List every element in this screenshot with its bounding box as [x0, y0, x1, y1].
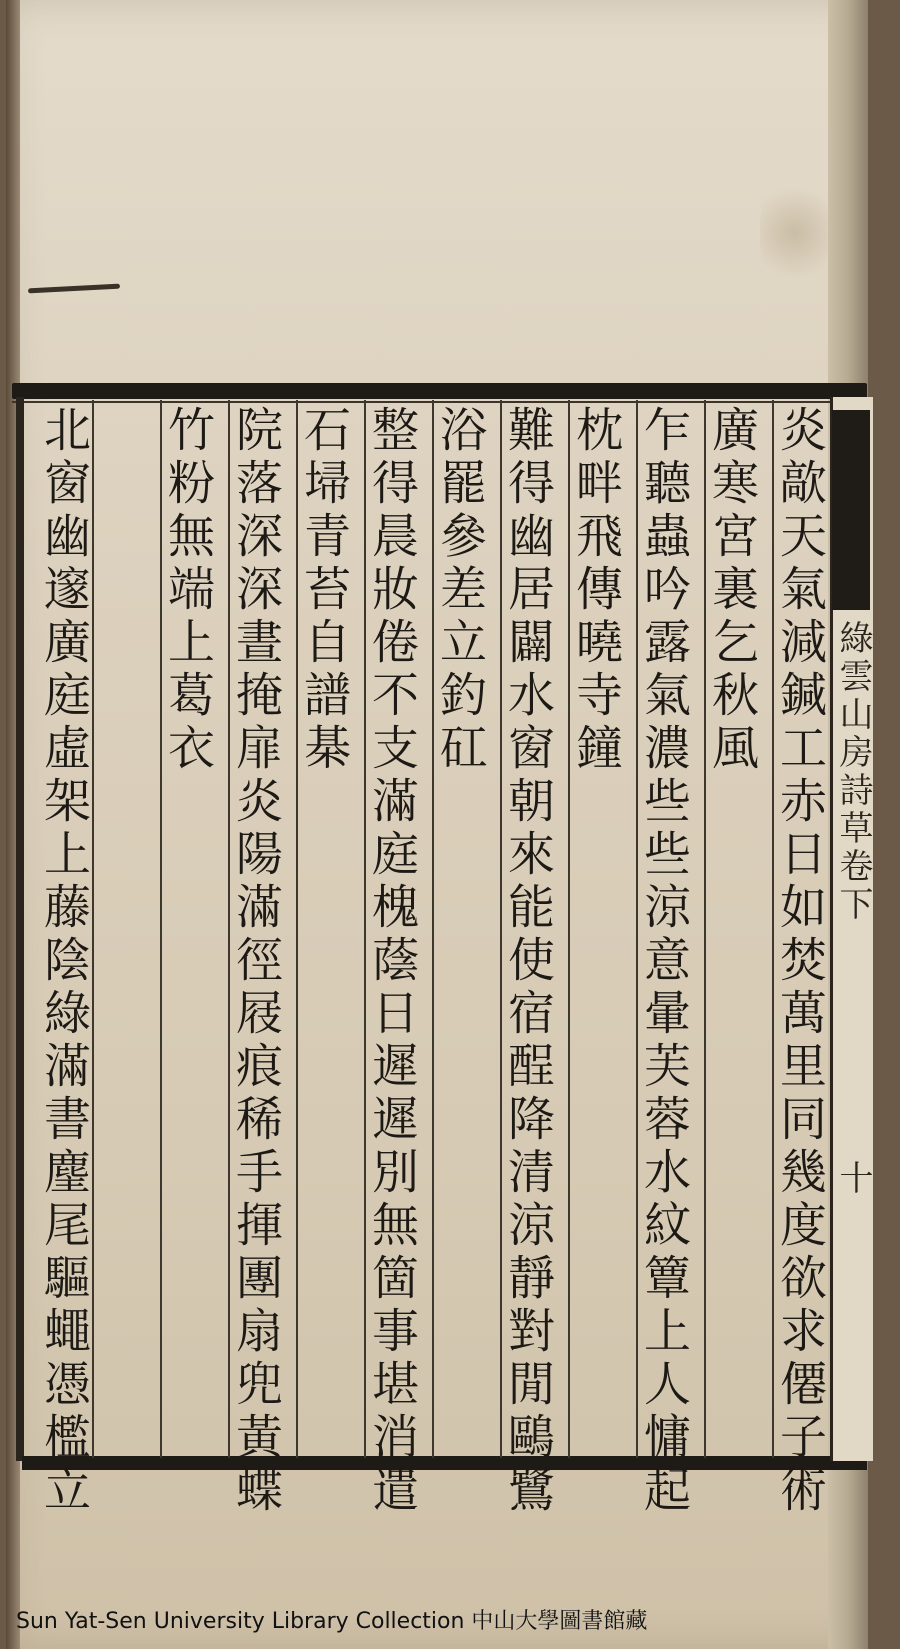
- text-column-2: 廣寒宮裏乞秋風: [704, 405, 759, 776]
- text-column-10: 竹粉無端上葛衣: [160, 405, 215, 776]
- paper-stain: [760, 178, 830, 288]
- book-page: [6, 0, 873, 1649]
- bookmark-strip: [28, 284, 120, 294]
- text-column-7: 整得晨妝倦不支滿庭槐蔭日遲遲別無箇事堪消遣: [364, 405, 419, 1518]
- frame-left-border: [16, 397, 24, 1461]
- collection-caption: Sun Yat-Sen University Library Collection 中山大學圖書館藏: [16, 1609, 648, 1634]
- page-number: 十: [833, 1160, 873, 1194]
- text-column-5: 難得幽居闢水窗朝來能使宿酲降清涼靜對閒鷗鷺: [500, 405, 555, 1518]
- frame-top-border: [12, 383, 867, 399]
- text-column-1: 炎歊天氣減鍼工赤日如焚萬里同幾度欲求僊子術: [772, 405, 827, 1518]
- text-column-9: 院落深深晝掩扉炎陽滿徑屐痕稀手揮團扇兜黃蝶: [228, 405, 283, 1518]
- text-column-3: 乍聽蟲吟露氣濃些些涼意暈芙蓉水紋簟上人慵起: [636, 405, 691, 1518]
- text-column-11: 北窗幽邃廣庭虛架上藤陰綠滿書麈尾驅蠅憑檻立: [36, 405, 91, 1518]
- frame-bottom-border: [22, 1456, 867, 1470]
- column-rule: [92, 400, 94, 1458]
- text-column-4: 枕畔飛傳曉寺鐘: [568, 405, 623, 776]
- text-column-8: 石埽青苔自譜棊: [296, 405, 351, 776]
- text-column-6: 浴罷參差立釣矼: [432, 405, 487, 776]
- book-title: 綠雲山房詩草卷下: [833, 620, 873, 924]
- fishtail-mark: [832, 410, 870, 610]
